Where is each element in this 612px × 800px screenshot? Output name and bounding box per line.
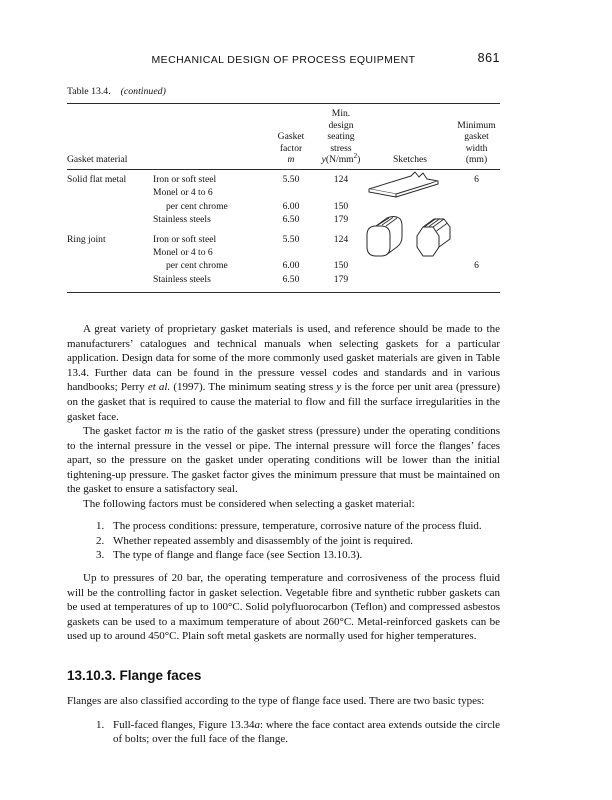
list-item-text: Whether repeated assembly and disassembly of the joint is required. [113,534,413,547]
paragraph-factors-intro: The following factors must be considered when selecting a gasket material: [83,497,415,510]
gasket-table [67,103,500,293]
column-header-material: Gasket material [67,154,128,166]
table-caption-label: Table 13.4. [67,86,111,97]
list-item [67,534,500,549]
column-header-seating-stress: Min. design seating stress $y(N/mm^2)$ [321,108,361,166]
paragraph-gasket-variety: A great variety of proprietary gasket materials is used, and reference should be made to the manufacturers’ catalogues and technical manuals when selecting gaskets for a particular application. Design data for some of the more commonly used gasket materials are given in Table 13.4. Further data can be found in the pressure vessel codes and standards and in various handbooks; Perry et al. (1997). The minimum seating stress y is the force per unit area (pressure) on the gasket that is required to cause the material to flow and fill the surface irregularities in the gasket face. [67,323,501,423]
ring-joint-gasket-sketch-icon [363,214,463,266]
table-caption [67,86,500,98]
table-row: per cent chrome 6.00 150 [166,200,349,212]
column-header-gasket-factor: Gasket factor m [277,131,305,166]
paragraph-temperature-limits: Up to pressures of 20 bar, the operating temperature and corrosiveness of the process fluid will be the controlling factor in gasket selection. Vegetable fibre and synthetic rubber gaskets can be used at temperatures of up to 100°C. Solid polyfluorocarbon (Teflon) and compressed asbestos gaskets can be used to a maximum temperature of about 260°C. Metal-reinforced gaskets can be used up to around 450°C. Plain soft metal gaskets are normally used for higher temperatures. [67,571,500,643]
section-heading-flange-faces: 13.10.3. Flange faces [67,667,202,683]
table-caption-note: (continued) [120,86,166,97]
table-row: Monel or 4 to 6 [153,247,213,258]
list-item-number: 1. [96,718,105,731]
running-head-title: MECHANICAL DESIGN OF PROCESS EQUIPMENT [151,54,416,66]
running-head [67,51,500,67]
body-text [67,322,500,747]
column-header-sketches: Sketches [392,154,428,166]
list-item-text: The process conditions: pressure, temperature, corrosive nature of the process fluid. [113,520,482,533]
table-row: Ring joint Iron or soft steel 5.50 124 [67,233,349,245]
list-item-number: 3. [96,549,105,562]
list-item-number: 1. [96,520,105,533]
table-row: Monel or 4 to 6 [153,187,213,199]
paragraph-gasket-factor: The gasket factor m is the ratio of the gasket stress (pressure) under the operating conditions to the internal pressure in the vessel or pipe. The internal pressure will force the flanges’ faces apart, so the pressure on the gasket under operating conditions will be lower than the initial tightening-up pressure. The gasket factor gives the minimum pressure that must be maintained on the gasket to ensure a satisfactory seal. [67,425,500,496]
list-item-text: The type of flange and flange face (see Section 13.10.3). [113,549,363,562]
column-header-min-width: Minimum gasket width (mm) [457,119,496,166]
list-item [67,548,500,563]
paragraph-flange-types-intro: Flanges are also classified according to the type of flange face used. There are two basic types: [67,695,485,708]
list-item [67,519,500,534]
table-row: Stainless steels 6.50 179 [153,273,349,285]
table-row: per cent chrome 6.00 150 6 [166,260,479,272]
list-item-full-faced-flanges: 1. Full-faced flanges, Figure 13.34a: where the face contact area extends outside the circle of bolts; over the full face of the flange. [96,718,501,746]
page-number: 861 [477,51,500,65]
flat-metal-gasket-sketch-icon [365,170,445,200]
table-body [67,170,500,292]
table-row: Solid flat metal Iron or soft steel 5.50 124 6 [67,173,479,185]
table-row: Stainless steels 6.50 179 [153,214,349,226]
table-header-row [67,104,500,170]
list-item-number: 2. [96,534,105,547]
factors-list [67,519,500,563]
